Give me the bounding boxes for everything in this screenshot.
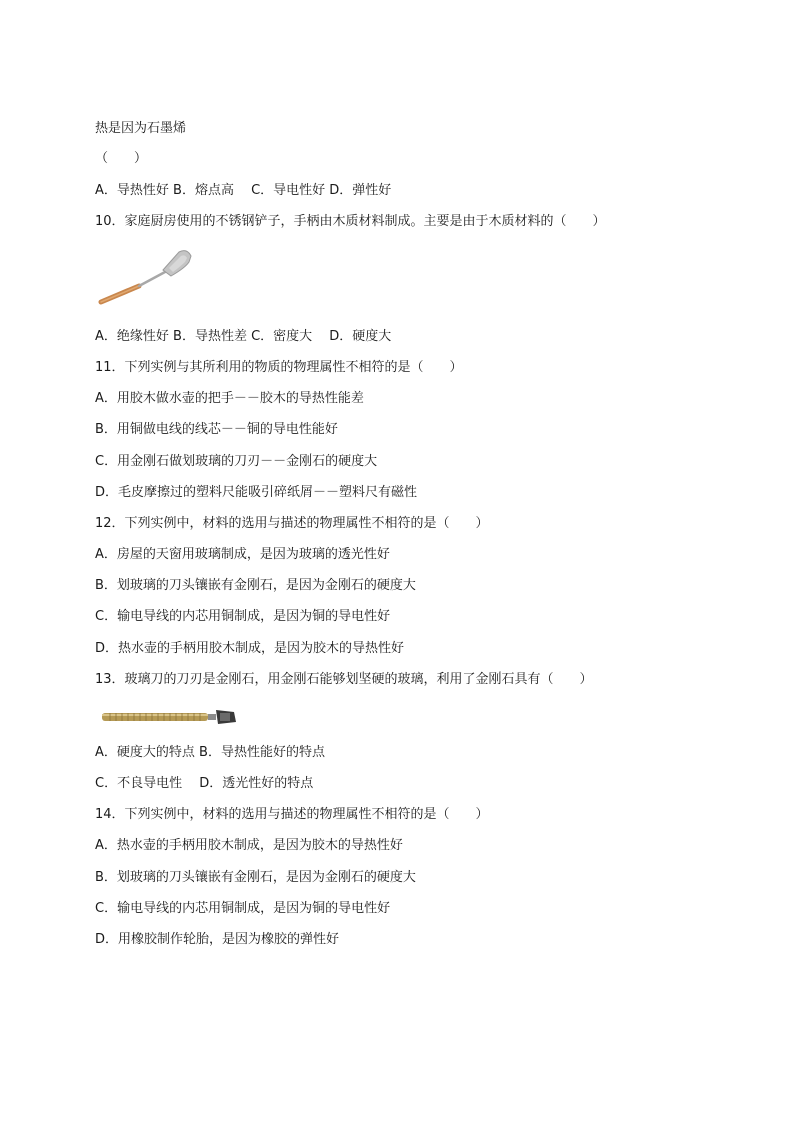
question-11-option-d: D．毛皮摩擦过的塑料尺能吸引碎纸屑－－塑料尺有磁性 xyxy=(95,485,418,500)
question-11-option-c: C．用金刚石做划玻璃的刀刃－－金刚石的硬度大 xyxy=(95,454,378,469)
question-14-option-a: A．热水壶的手柄用胶木制成，是因为胶木的导热性好 xyxy=(95,838,403,853)
question-9-stem-end: 热是因为石墨烯 xyxy=(95,121,187,136)
question-10-stem: 10．家庭厨房使用的不锈钢铲子，手柄由木质材料制成。主要是由于木质材料的（ ） xyxy=(95,214,606,229)
question-13-stem: 13．玻璃刀的刀刃是金刚石，用金刚石能够划坚硬的玻璃，利用了金刚石具有（ ） xyxy=(95,672,593,687)
spatula-image xyxy=(95,248,195,308)
question-13-options-cd: C．不良导电性 D．透光性好的特点 xyxy=(95,776,314,791)
question-14-stem: 14．下列实例中，材料的选用与描述的物理属性不相符的是（ ） xyxy=(95,807,489,822)
question-11-option-b: B．用铜做电线的线芯－－铜的导电性能好 xyxy=(95,422,338,437)
question-12-stem: 12．下列实例中，材料的选用与描述的物理属性不相符的是（ ） xyxy=(95,516,489,531)
glass-cutter-image xyxy=(100,706,240,728)
question-11-option-a: A．用胶木做水壶的把手－－胶木的导热性能差 xyxy=(95,391,364,406)
question-11-stem: 11．下列实例与其所利用的物质的物理属性不相符的是（ ） xyxy=(95,360,463,375)
question-12-option-d: D．热水壶的手柄用胶木制成，是因为胶木的导热性好 xyxy=(95,641,405,656)
question-12-option-b: B．划玻璃的刀头镶嵌有金刚石，是因为金刚石的硬度大 xyxy=(95,578,416,593)
question-12-option-c: C．输电导线的内芯用铜制成，是因为铜的导电性好 xyxy=(95,609,391,624)
question-14-option-b: B．划玻璃的刀头镶嵌有金刚石，是因为金刚石的硬度大 xyxy=(95,870,416,885)
question-14-option-c: C．输电导线的内芯用铜制成，是因为铜的导电性好 xyxy=(95,901,391,916)
question-14-option-d: D．用橡胶制作轮胎，是因为橡胶的弹性好 xyxy=(95,932,340,947)
question-9-options: A．导热性好 B．熔点高 C．导电性好 D．弹性好 xyxy=(95,183,392,198)
question-13-options-ab: A．硬度大的特点 B．导热性能好的特点 xyxy=(95,745,325,760)
question-9-answer-blank: （ ） xyxy=(95,151,148,166)
question-12-option-a: A．房屋的天窗用玻璃制成，是因为玻璃的透光性好 xyxy=(95,547,390,562)
question-10-options: A．绝缘性好 B．导热性差 C．密度大 D．硬度大 xyxy=(95,329,392,344)
